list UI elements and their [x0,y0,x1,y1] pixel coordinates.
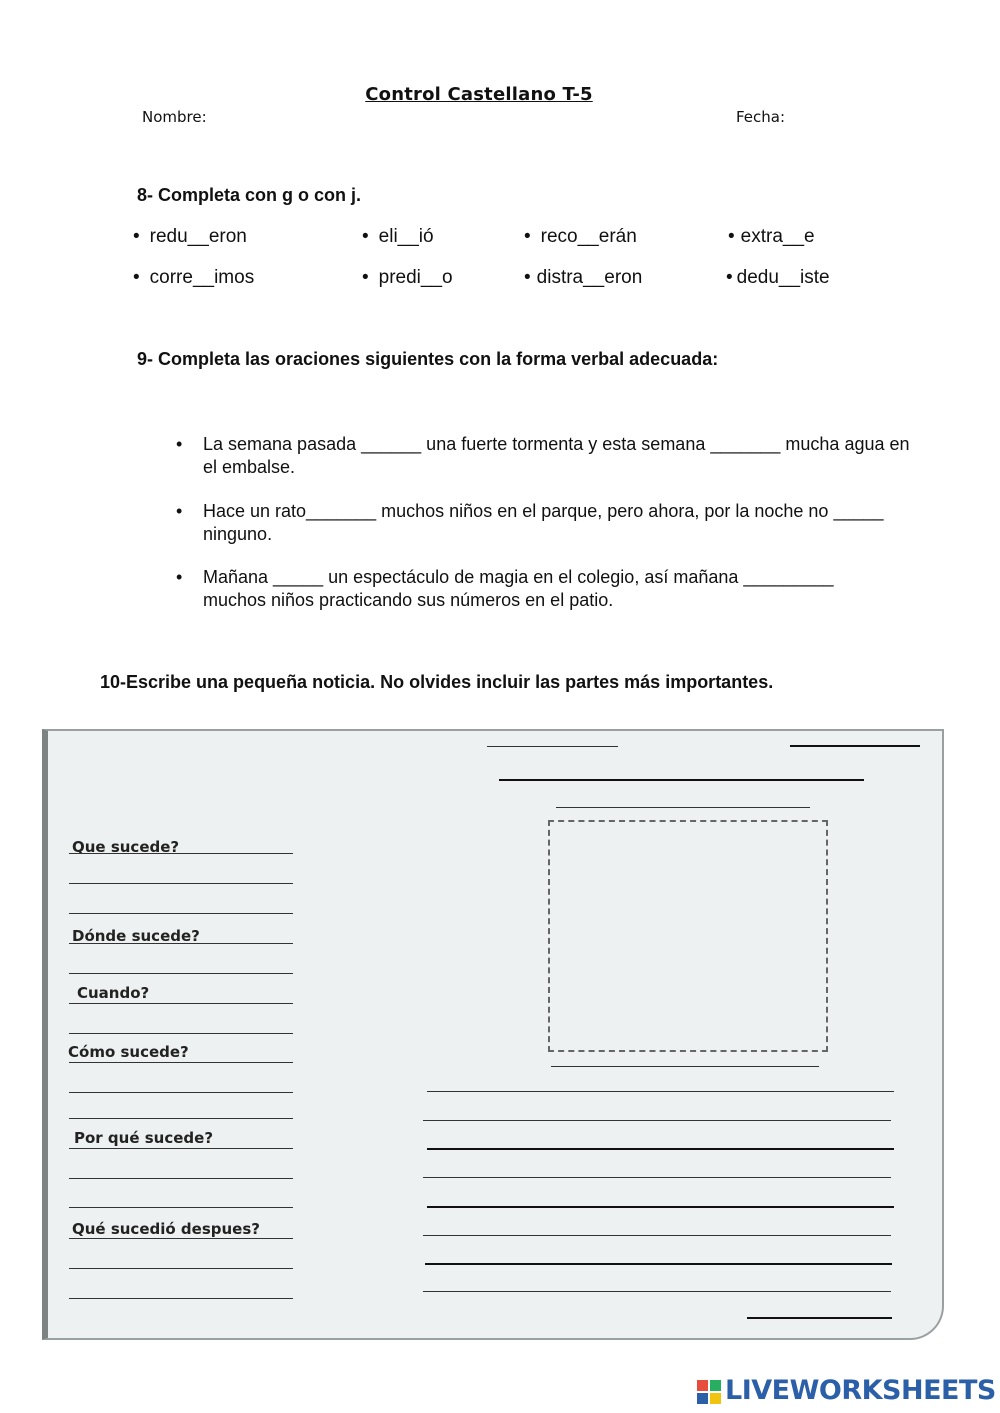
caption-line[interactable] [551,1066,819,1067]
word-text: extra__e [740,226,815,247]
liveworksheets-mark-icon [697,1380,723,1406]
body-text-line[interactable] [427,1206,894,1208]
body-text-line[interactable] [423,1120,891,1121]
answer-line[interactable] [69,943,293,944]
sentence-text: Hace un rato_______ muchos niños en el parque, pero ahora, por la noche no _____ ninguno. [203,501,884,544]
answer-line[interactable] [69,853,293,854]
word-text: predi__o [378,267,453,288]
word-text: dedu__iste [736,267,830,288]
word-text: eli__ió [378,226,434,247]
bullet-icon: • [176,434,183,454]
answer-line[interactable] [69,1092,293,1093]
date-line[interactable] [790,745,920,747]
label-como-sucede: Cómo sucede? [68,1043,189,1061]
answer-line[interactable] [69,1238,293,1239]
photo-placeholder[interactable] [548,820,828,1052]
body-text-line[interactable] [423,1177,891,1178]
headline-line[interactable] [487,746,618,747]
word-item[interactable]: • extra__e [728,226,815,247]
answer-line[interactable] [69,973,293,974]
label-que-sucedio-despues: Qué sucedió despues? [72,1220,260,1238]
word-item[interactable]: • distra__eron [524,267,643,288]
answer-line[interactable] [69,1118,293,1119]
label-donde-sucede: Dónde sucede? [72,927,200,945]
subtitle-line[interactable] [556,807,810,808]
body-text-line[interactable] [427,1148,894,1150]
word-text: redu__eron [149,226,247,247]
date-label: Fecha: [736,108,786,126]
question-8-title: 8- Completa con g o con j. [137,185,362,205]
answer-line[interactable] [69,1178,293,1179]
answer-line[interactable] [69,1062,293,1063]
body-text-line[interactable] [423,1291,891,1292]
word-text: corre__imos [149,267,255,288]
word-item[interactable]: • predi__o [362,267,453,288]
question-10-title: 10-Escribe una pequeña noticia. No olvides incluir las partes más importantes. [100,672,774,692]
body-text-line[interactable] [427,1091,894,1092]
answer-line[interactable] [69,1268,293,1269]
bullet-icon: • [176,501,183,521]
logo-text: LIVEWORKSHEETS [725,1375,996,1406]
answer-line[interactable] [69,1298,293,1299]
title-line[interactable] [499,779,864,781]
label-cuando: Cuando? [77,984,150,1002]
word-item[interactable]: • reco__erán [524,226,637,247]
body-text-line[interactable] [425,1263,892,1265]
word-item[interactable]: • corre__imos [133,267,255,288]
answer-line[interactable] [69,883,293,884]
answer-line[interactable] [69,1148,293,1149]
word-item[interactable]: • eli__ió [362,226,434,247]
bullet-icon: • [176,567,183,587]
page-title: Control Castellano T-5 [365,84,593,105]
question-9-title: 9- Completa las oraciones siguientes con la forma verbal adecuada: [137,349,719,369]
signature-line[interactable] [747,1317,892,1319]
answer-line[interactable] [69,1207,293,1208]
answer-line[interactable] [69,1033,293,1034]
name-label: Nombre: [142,108,207,126]
liveworksheets-logo [697,1375,997,1409]
word-text: reco__erán [540,226,637,247]
sentence-text: Mañana _____ un espectáculo de magia en el colegio, así mañana _________ muchos niños practicando sus números en el patio. [203,567,834,610]
sentence-text: La semana pasada ______ una fuerte tormenta y esta semana _______ mucha agua en el embalse. [203,434,910,477]
label-por-que-sucede: Por qué sucede? [74,1129,214,1147]
body-text-line[interactable] [423,1235,891,1236]
word-item[interactable]: • redu__eron [133,226,247,247]
answer-line[interactable] [69,1003,293,1004]
answer-line[interactable] [69,913,293,914]
label-que-sucede: Que sucede? [72,838,180,856]
word-item[interactable]: • dedu__iste [726,267,830,288]
word-text: distra__eron [536,267,643,288]
